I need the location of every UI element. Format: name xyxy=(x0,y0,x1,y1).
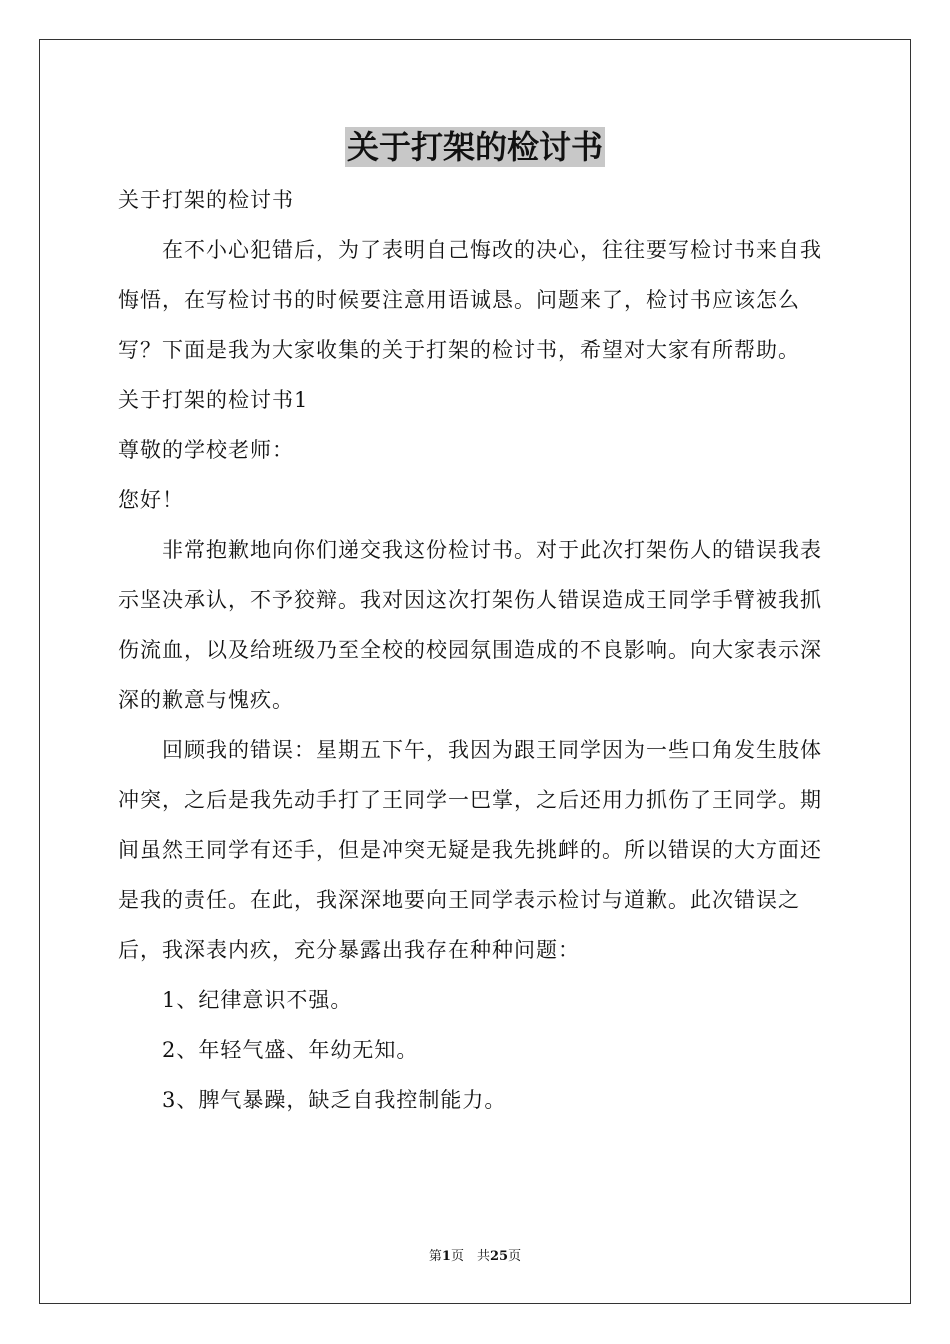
list-item: 1、纪律意识不强。 xyxy=(162,988,353,1012)
footer-page-number: 1 xyxy=(441,1249,451,1264)
document-title: 关于打架的检讨书 xyxy=(346,128,603,166)
greeting: 您好！ xyxy=(118,488,184,512)
body-paragraph-1: 非常抱歉地向你们递交我这份检讨书。对于此次打架伤人的错误我表示坚决承认，不予狡辩。我对因这次打架伤人错误造成王同学手臂被我抓伤流血，以及给班级乃至全校的校园氛围造成的不良影响。向大家表示深深的歉意与愧疚。 xyxy=(118,538,822,712)
intro-paragraph: 在不小心犯错后，为了表明自己悔改的决心，往往要写检讨书来自我悔悟，在写检讨书的时候要注意用语诚恳。问题来了，检讨书应该怎么写？下面是我为大家收集的关于打架的检讨书，希望对大家有所帮助。 xyxy=(118,238,822,362)
page-footer xyxy=(0,1247,950,1267)
footer-page-mid: 页 共 xyxy=(450,1249,490,1264)
footer-page-total: 25 xyxy=(489,1249,509,1264)
document-body xyxy=(118,175,834,1125)
footer-page-prefix: 第 xyxy=(428,1249,442,1264)
body-paragraph-2: 回顾我的错误：星期五下午，我因为跟王同学因为一些口角发生肢体冲突，之后是我先动手打了王同学一巴掌，之后还用力抓伤了王同学。期间虽然王同学有还手，但是冲突无疑是我先挑衅的。所以错误的大方面还是我的责任。在此，我深深地要向王同学表示检讨与道歉。此次错误之后，我深表内疚，充分暴露出我存在种种问题： xyxy=(118,738,822,962)
list-item: 3、脾气暴躁，缺乏自我控制能力。 xyxy=(162,1088,507,1112)
salutation: 尊敬的学校老师： xyxy=(118,438,294,462)
document-subtitle: 关于打架的检讨书 xyxy=(118,188,294,212)
title-container xyxy=(0,127,950,167)
section-heading: 关于打架的检讨书1 xyxy=(118,388,309,412)
list-item: 2、年轻气盛、年幼无知。 xyxy=(162,1038,419,1062)
footer-page-suffix: 页 xyxy=(508,1249,522,1264)
